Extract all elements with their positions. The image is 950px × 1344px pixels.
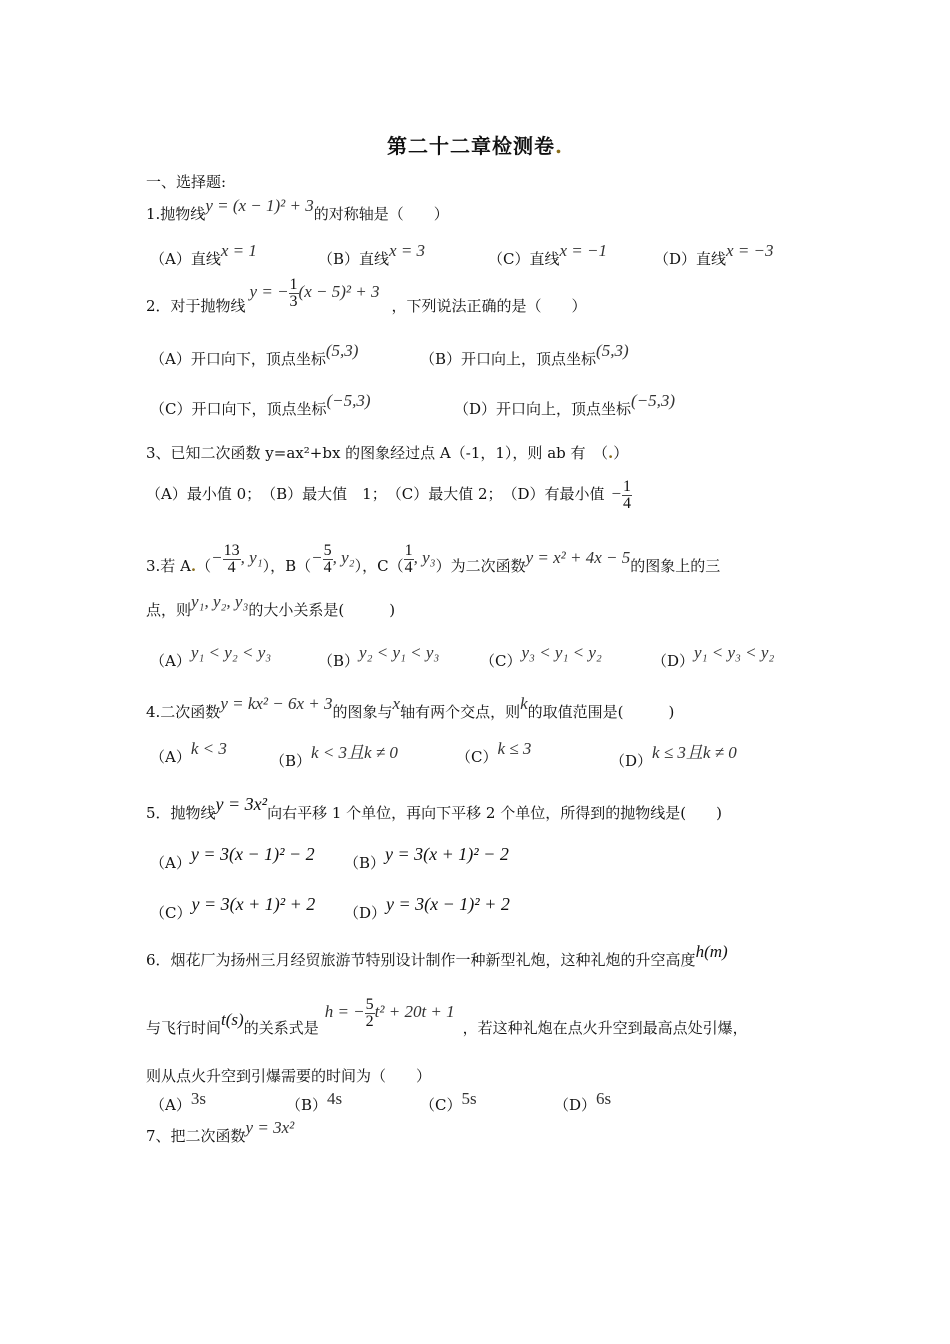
- q4-var-k: k: [520, 694, 528, 713]
- q3b-line2-expr: y₁, y₂, y₃: [191, 592, 249, 611]
- question-1: [146, 196, 449, 224]
- q4-var-x: x: [392, 694, 401, 713]
- q4-mid: 的图象与: [332, 703, 393, 721]
- q6-option-c-label: （C）: [420, 1096, 462, 1114]
- question-6: [146, 942, 728, 970]
- q1-suffix: 的对称轴是（ ）: [313, 205, 449, 223]
- q6-line1: 6．烟花厂为扬州三月经贸旅游节特别设计制作一种新型礼炮，这种礼炮的升空高度: [146, 951, 696, 969]
- q3b-sep1: ），B（: [262, 557, 312, 575]
- q3b-option-a-expr: y₁ < y₂ < y₃: [190, 643, 272, 662]
- q5-option-d: [344, 894, 510, 923]
- q6-option-a-label: （A）: [150, 1096, 191, 1114]
- q2-option-c-label: （C）开口向下，顶点坐标: [150, 400, 327, 418]
- q6-option-b-label: （B）: [286, 1096, 328, 1114]
- q2-option-b: [420, 341, 629, 369]
- q3b-c-fraction: [404, 543, 414, 576]
- question-3b-line2: [146, 592, 396, 620]
- q3a-close: ）: [613, 444, 629, 462]
- q4-suffix: 的取值范围是( ): [527, 703, 675, 721]
- q3a-mark: .: [608, 444, 614, 462]
- q4-option-a-expr: k < 3: [190, 739, 227, 758]
- q3a-fraction: [622, 479, 632, 512]
- q2-option-d: [454, 391, 676, 419]
- q5-option-b-label: （B）: [344, 854, 386, 872]
- q6-option-c: [420, 1089, 477, 1115]
- q6-option-d-label: （D）: [554, 1096, 597, 1114]
- q1-option-b: [318, 241, 426, 269]
- q7-prefix: 7、把二次函数: [146, 1127, 246, 1145]
- title-text: 第二十二章检测卷: [387, 134, 556, 158]
- q1-option-d: [654, 241, 774, 269]
- question-3a: [146, 443, 628, 463]
- q3b-line2-pre: 点，则: [146, 601, 192, 619]
- q4-option-c-label: （C）: [456, 748, 498, 766]
- q3a-frac-sign: −: [610, 484, 623, 503]
- q3a-text: 3、已知二次函数 y=ax²+bx 的图象经过点 A（-1，1），则 ab 有 （: [146, 444, 609, 462]
- q5-option-c-expr: y = 3(x + 1)² + 2: [191, 894, 316, 914]
- q6-option-b-expr: 4s: [327, 1089, 343, 1108]
- q3b-option-c: [480, 643, 602, 671]
- q3b-option-b-label: （B）: [318, 652, 360, 670]
- q2-option-a-label: （A）开口向下，顶点坐标: [150, 350, 326, 368]
- q6-line2-post: ，若这种礼炮在点火升空到最高点处引爆，: [462, 1019, 748, 1037]
- q6-line2-mid: 的关系式是: [243, 1019, 319, 1037]
- q6-option-b: [286, 1089, 343, 1115]
- q5-option-a-label: （A）: [150, 854, 191, 872]
- q6-option-d: [554, 1089, 612, 1115]
- q6-f-num: 5: [365, 995, 374, 1013]
- q5-option-c-label: （C）: [150, 904, 192, 922]
- q2-option-d-expr: (−5,3): [631, 391, 676, 410]
- q3b-a-fraction: [223, 543, 241, 576]
- q2-frac-den: 3: [289, 292, 298, 310]
- q3b-option-b: [318, 643, 440, 671]
- q3a-frac-num: 1: [623, 477, 632, 495]
- q1-option-d-expr: x = −3: [726, 241, 774, 260]
- q3b-option-d-expr: y₁ < y₃ < y₂: [694, 643, 775, 662]
- q3b-b-num: 5: [323, 541, 332, 559]
- q3b-sep3: ）为二次函数: [435, 557, 526, 575]
- q6-h-expr: h(m): [695, 942, 728, 961]
- q4-option-d: [610, 743, 737, 771]
- q4-option-b-expr: k < 3且k ≠ 0: [311, 743, 398, 762]
- q3b-option-c-expr: y₃ < y₁ < y₂: [521, 643, 602, 662]
- q3b-option-d: [652, 643, 775, 671]
- q2-prefix: 2．对于抛物线: [146, 297, 246, 315]
- q5-option-b-expr: y = 3(x + 1)² − 2: [385, 844, 509, 864]
- q2-option-a: [150, 341, 359, 369]
- q3b-mark: .: [190, 557, 197, 575]
- q2-option-b-expr: (5,3): [596, 341, 629, 360]
- question-6-line3: 则从点火升空到引爆需要的时间为（ ）: [146, 1067, 432, 1085]
- q2-frac-num: 1: [289, 275, 298, 293]
- q6-t-expr: t(s): [221, 1010, 244, 1029]
- q1-option-a-label: （A）直线: [150, 250, 221, 268]
- q3a-options-text: （A）最小值 0； （B）最大值 1； （C）最大值 2； （D）有最小值: [146, 485, 605, 503]
- q3b-c-den: 4: [404, 558, 413, 576]
- q5-option-a: [150, 844, 315, 873]
- q4-option-c-expr: k ≤ 3: [497, 739, 532, 758]
- q1-option-d-label: （D）直线: [654, 250, 727, 268]
- q6-line2-pre: 与飞行时间: [146, 1019, 222, 1037]
- q2-option-c: [150, 391, 371, 419]
- q1-option-b-expr: x = 3: [389, 241, 426, 260]
- q4-option-a: [150, 739, 227, 767]
- q2-option-b-label: （B）开口向上，顶点坐标: [420, 350, 597, 368]
- q3a-frac-den: 4: [623, 494, 632, 512]
- question-2: [146, 275, 587, 326]
- q2-option-d-label: （D）开口向上，顶点坐标: [454, 400, 632, 418]
- q4-mid2: 轴有两个交点，则: [400, 703, 521, 721]
- q1-option-a-expr: x = 1: [220, 241, 257, 260]
- q3b-expr: y = x² + 4x − 5: [525, 548, 631, 567]
- q6-f-den: 2: [365, 1012, 374, 1030]
- q2-expr-pre: y = −: [249, 282, 289, 301]
- question-4: [146, 694, 675, 722]
- q3b-option-c-label: （C）: [480, 652, 522, 670]
- section-heading: 一、选择题:: [146, 173, 227, 191]
- q3b-prefix: 3.若 A: [146, 557, 191, 575]
- q5-option-a-expr: y = 3(x − 1)² − 2: [190, 844, 315, 864]
- q1-option-c-label: （C）直线: [488, 250, 560, 268]
- q5-option-d-expr: y = 3(x − 1)² + 2: [386, 894, 510, 914]
- q6-option-d-expr: 6s: [596, 1089, 612, 1108]
- q3b-option-a: [150, 643, 272, 671]
- q4-option-d-label: （D）: [610, 752, 653, 770]
- q4-option-b: [270, 743, 398, 771]
- q3b-option-b-expr: y₂ < y₁ < y₃: [359, 643, 440, 662]
- q2-option-c-expr: (−5,3): [326, 391, 371, 410]
- q6-fraction: [365, 997, 375, 1030]
- q6-f-pre: h = −: [324, 1002, 365, 1021]
- q1-expr: y = (x − 1)² + 3: [205, 196, 314, 215]
- question-6-line2: [146, 995, 748, 1048]
- q4-prefix: 4.二次函数: [146, 703, 221, 721]
- q3b-sep2: ），C（: [354, 557, 404, 575]
- q4-option-c: [456, 739, 532, 767]
- q4-option-a-label: （A）: [150, 748, 191, 766]
- q3b-a-tail: , y₁: [240, 548, 263, 567]
- q6-option-a: [150, 1089, 206, 1115]
- q7-expr: y = 3x²: [245, 1118, 295, 1137]
- q2-option-a-expr: (5,3): [325, 341, 359, 360]
- page-title: [0, 130, 950, 159]
- title-dot: .: [555, 134, 563, 158]
- q2-expr-post: (x − 5)² + 3: [298, 282, 380, 301]
- q3b-c-tail: , y₃: [413, 548, 436, 567]
- question-7: [146, 1118, 295, 1146]
- q3b-option-a-label: （A）: [150, 652, 191, 670]
- q3b-suffix: 的图象上的三: [630, 557, 721, 575]
- q1-option-c: [488, 241, 607, 269]
- question-3b: 3.若 A.（− $\frac{13}{4}$ , y₁），B（− $\frac{5}{4}$ , y₂），C（ $\frac{1}{4}$ , y₃）为二次函数y = x² + 4x − 5的图象上的三: [146, 541, 721, 576]
- q6-f-post: t² + 20t + 1: [374, 1002, 455, 1021]
- q6-option-c-expr: 5s: [461, 1089, 477, 1108]
- q1-option-b-label: （B）直线: [318, 250, 390, 268]
- q4-expr: y = kx² − 6x + 3: [220, 694, 333, 713]
- q5-option-b: [344, 844, 509, 873]
- q2-suffix: ，下列说法正确的是（ ）: [391, 297, 587, 315]
- q5-prefix: 5．抛物线: [146, 804, 216, 822]
- q3b-option-d-label: （D）: [652, 652, 695, 670]
- q1-prefix: 1.抛物线: [146, 205, 206, 223]
- q5-option-d-label: （D）: [344, 904, 387, 922]
- q2-fraction: [289, 277, 299, 310]
- q4-option-d-expr: k ≤ 3且k ≠ 0: [652, 743, 737, 762]
- q6-option-a-expr: 3s: [190, 1089, 206, 1108]
- q3b-c-num: 1: [404, 541, 413, 559]
- q3b-b-den: 4: [323, 558, 332, 576]
- q1-option-c-expr: x = −1: [559, 241, 607, 260]
- question-3a-options: [146, 474, 632, 514]
- q5-expr: y = 3x²: [215, 794, 268, 814]
- q3b-line2-post: 的大小关系是( ): [248, 601, 396, 619]
- q3b-a-num: 13: [223, 541, 240, 559]
- q5-option-c: [150, 894, 316, 923]
- q3b-b-tail: , y₂: [332, 548, 355, 567]
- q3b-a-open: （: [196, 557, 212, 575]
- q5-suffix: 向右平移 1 个单位，再向下平移 2 个单位，所得到的抛物线是( ): [267, 804, 722, 822]
- q4-option-b-label: （B）: [270, 752, 312, 770]
- q3b-b-fraction: [323, 543, 333, 576]
- q3b-a-den: 4: [227, 558, 236, 576]
- question-5: [146, 794, 722, 823]
- q1-option-a: [150, 241, 257, 269]
